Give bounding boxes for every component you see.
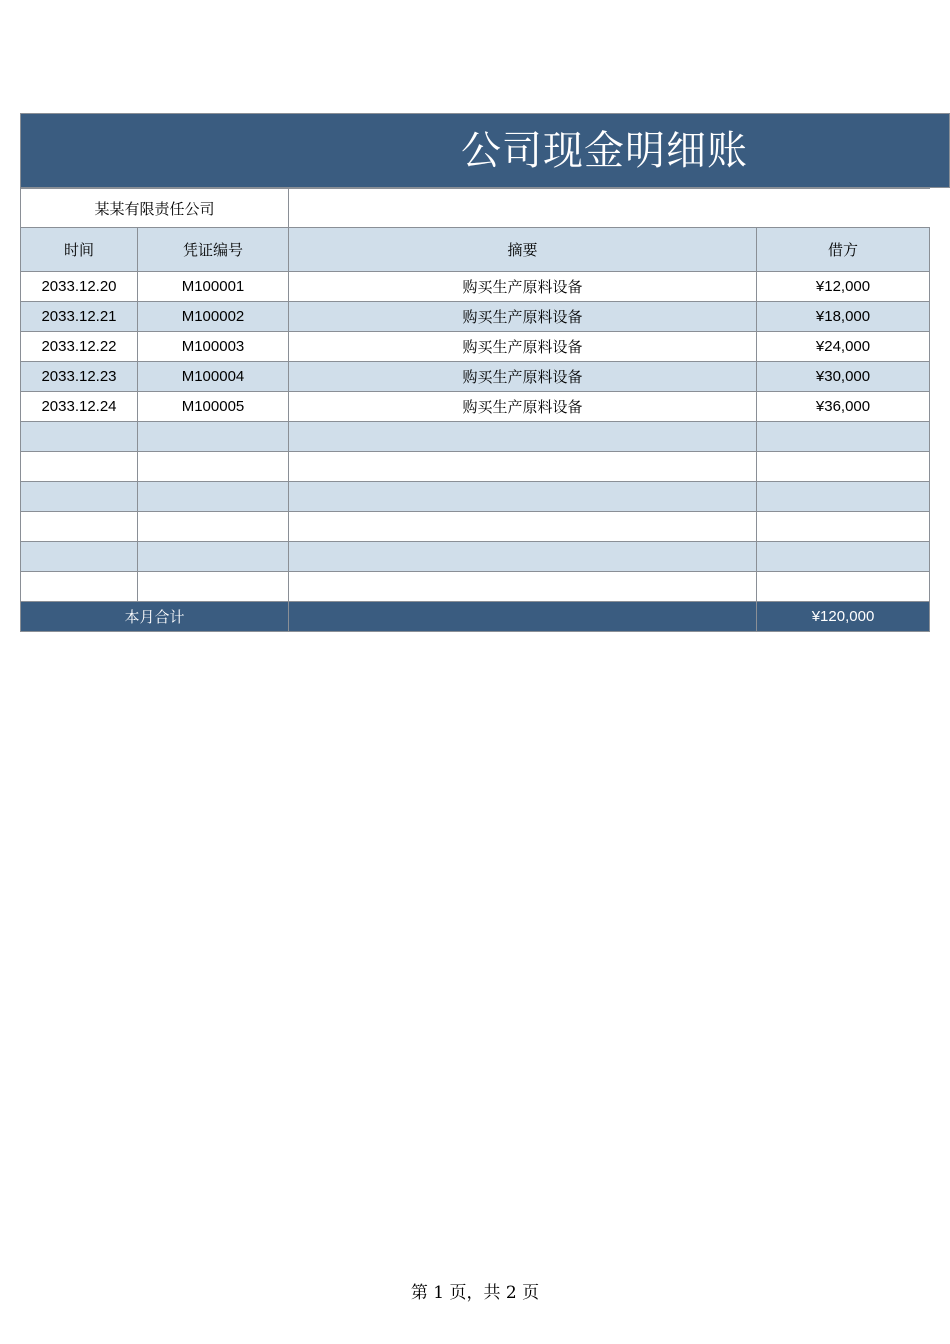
cell-time: 2033.12.24	[21, 392, 138, 422]
company-blank-cell	[289, 189, 930, 228]
cell-debit	[757, 542, 930, 572]
cell-debit	[757, 482, 930, 512]
total-row	[21, 602, 930, 632]
cell-voucher-no	[138, 512, 289, 542]
page-footer: 第 1 页，共 2 页	[410, 1283, 540, 1303]
cell-time	[21, 422, 138, 452]
table-row	[21, 272, 930, 302]
cell-voucher-no	[138, 482, 289, 512]
header-voucher-no: 凭证编号	[138, 228, 289, 272]
cell-voucher-no: M100005	[138, 392, 289, 422]
cell-summary: 购买生产原料设备	[289, 362, 757, 392]
title-bar	[20, 113, 950, 188]
header-summary: 摘要	[289, 228, 757, 272]
cell-time	[21, 542, 138, 572]
cell-debit	[757, 422, 930, 452]
table-row	[21, 512, 930, 542]
cell-debit: ¥30,000	[757, 362, 930, 392]
table-row	[21, 302, 930, 332]
cell-summary	[289, 422, 757, 452]
table-row	[21, 362, 930, 392]
cell-summary	[289, 542, 757, 572]
cell-time	[21, 482, 138, 512]
cell-voucher-no: M100003	[138, 332, 289, 362]
cell-debit: ¥18,000	[757, 302, 930, 332]
cell-summary: 购买生产原料设备	[289, 272, 757, 302]
document-title: 公司现金明细账	[461, 128, 748, 174]
cell-time: 2033.12.22	[21, 332, 138, 362]
cell-debit: ¥24,000	[757, 332, 930, 362]
table-row	[21, 332, 930, 362]
cell-voucher-no	[138, 542, 289, 572]
cell-summary: 购买生产原料设备	[289, 392, 757, 422]
cell-voucher-no	[138, 422, 289, 452]
cell-time	[21, 512, 138, 542]
cell-summary	[289, 452, 757, 482]
table-row	[21, 392, 930, 422]
header-time: 时间	[21, 228, 138, 272]
cell-debit	[757, 512, 930, 542]
table-header-row	[21, 228, 930, 272]
cell-time: 2033.12.21	[21, 302, 138, 332]
table-row	[21, 542, 930, 572]
header-debit: 借方	[757, 228, 930, 272]
cell-voucher-no	[138, 452, 289, 482]
cell-time: 2033.12.20	[21, 272, 138, 302]
cell-voucher-no: M100002	[138, 302, 289, 332]
ledger-table	[20, 188, 930, 632]
total-blank-cell	[289, 602, 757, 632]
cell-debit	[757, 452, 930, 482]
cell-summary: 购买生产原料设备	[289, 332, 757, 362]
cell-summary	[289, 482, 757, 512]
total-value: ¥120,000	[757, 602, 930, 632]
company-row	[21, 189, 930, 228]
table-row	[21, 572, 930, 602]
cell-summary	[289, 572, 757, 602]
table-row	[21, 452, 930, 482]
cell-voucher-no: M100001	[138, 272, 289, 302]
table-row	[21, 422, 930, 452]
cell-debit	[757, 572, 930, 602]
cell-summary	[289, 512, 757, 542]
cell-summary: 购买生产原料设备	[289, 302, 757, 332]
ledger-sheet	[20, 113, 950, 632]
total-label: 本月合计	[21, 602, 289, 632]
table-row	[21, 482, 930, 512]
cell-time	[21, 572, 138, 602]
cell-voucher-no	[138, 572, 289, 602]
company-name: 某某有限责任公司	[21, 189, 289, 228]
cell-time: 2033.12.23	[21, 362, 138, 392]
cell-voucher-no: M100004	[138, 362, 289, 392]
cell-debit: ¥36,000	[757, 392, 930, 422]
cell-debit: ¥12,000	[757, 272, 930, 302]
cell-time	[21, 452, 138, 482]
